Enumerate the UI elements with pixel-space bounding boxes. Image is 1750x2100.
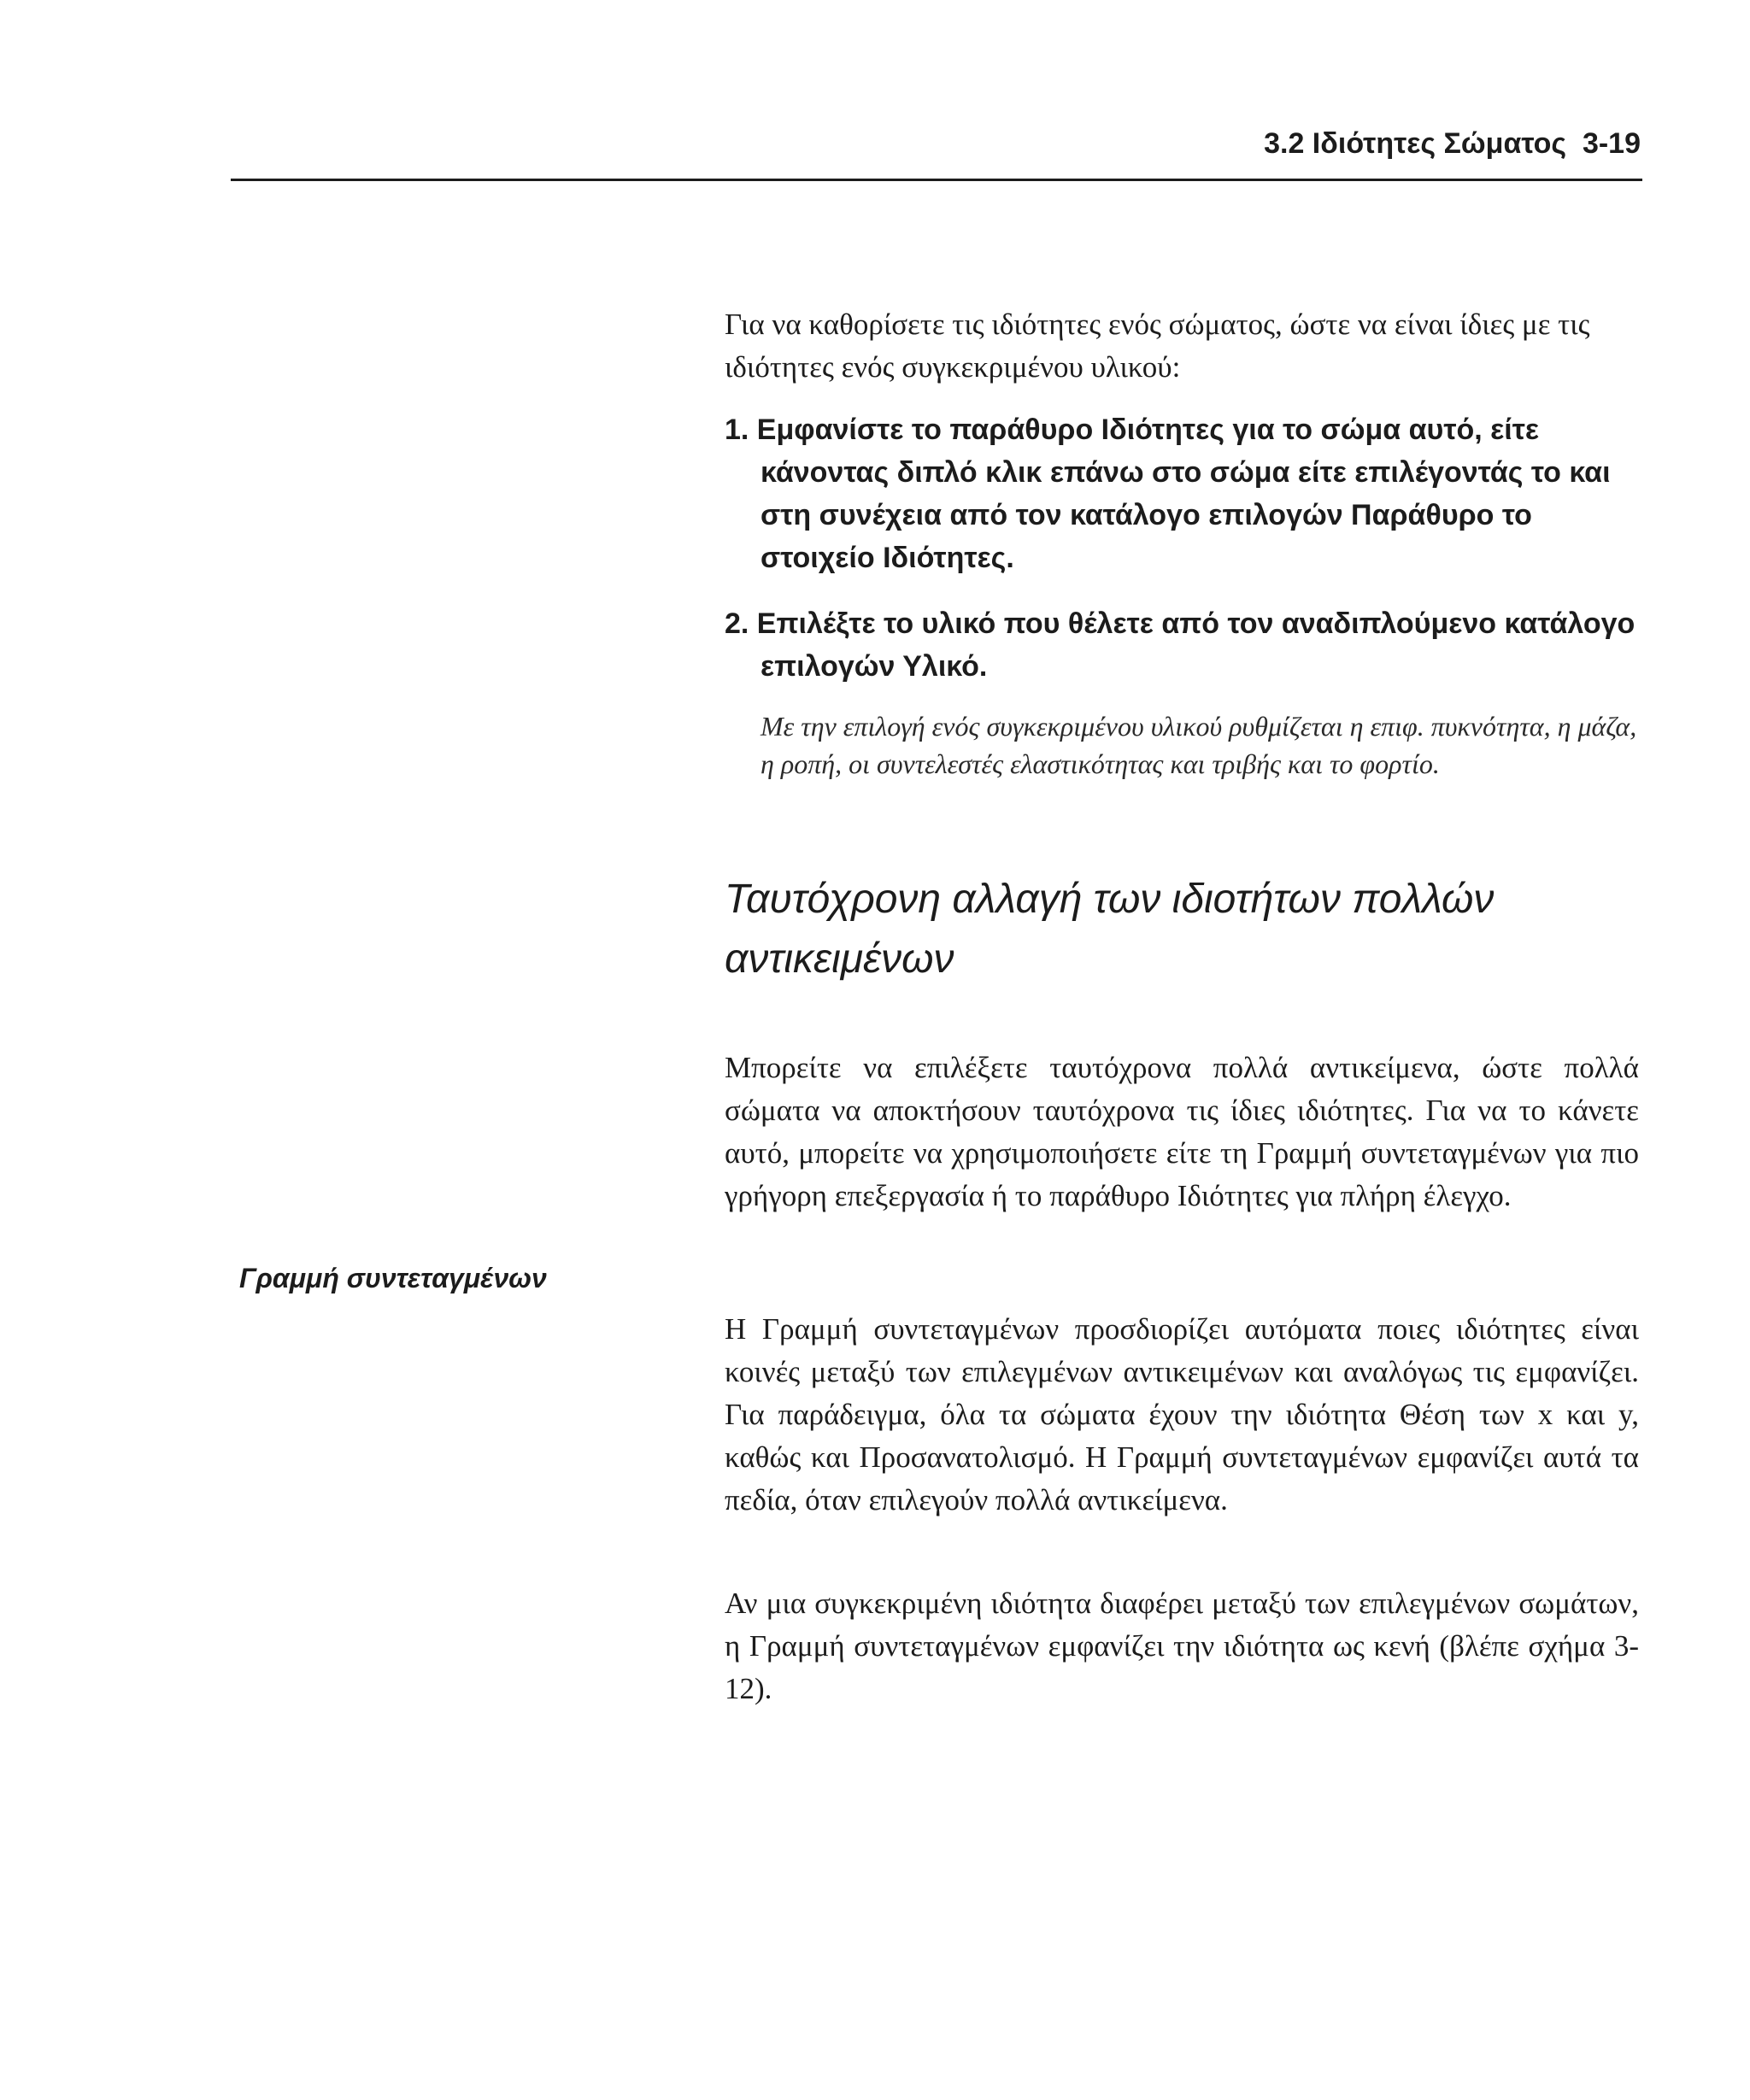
step-1: 1. Εμφανίστε το παράθυρο Ιδιότητες για το σώμα αυτό, είτε κάνοντας διπλό κλικ επάνω στο σώμα είτε επιλέγοντάς το και στη συνέχεια από τον κατάλογο επιλογών Παράθυρο το στοιχείο Ιδιότητες.	[725, 414, 1611, 574]
step-2: 2. Επιλέξτε το υλικό που θέλετε από τον αναδιπλούμενο κατάλογο επιλογών Υλικό.	[725, 607, 1635, 683]
paragraph-3: Αν μια συγκεκριμένη ιδιότητα διαφέρει μεταξύ των επιλεγμένων σωμάτων, η Γραμμή συντεταγμένων εμφανίζει την ιδιότητα ως κενή (βλέπε σχήμα 3-12).	[725, 1587, 1639, 1705]
paragraph-2: Η Γραμμή συντεταγμένων προσδιορίζει αυτόματα ποιες ιδιότητες είναι κοινές μεταξύ των επιλεγμένων αντικειμένων και αναλόγως τις εμφανίζει. Για παράδειγμα, όλα τα σώματα έχουν την ιδιότητα Θέση των x και y, καθώς και Προσανατολισμό. Η Γραμμή συντεταγμένων εμφανίζει αυτά τα πεδία, όταν επιλεγούν πολλά αντικείμενα.	[725, 1312, 1639, 1516]
running-header	[231, 125, 1641, 162]
section-heading: Ταυτόχρονη αλλαγή των ιδιοτήτων πολλών αντικειμένων	[725, 877, 1495, 982]
margin-label: Γραμμή συντεταγμένων	[239, 1263, 547, 1293]
paragraph-1: Μπορείτε να επιλέξετε ταυτόχρονα πολλά αντικείμενα, ώστε πολλά σώματα να αποκτήσουν ταυτόχρονα τις ίδιες ιδιότητες. Για να το κάνετε αυτό, μπορείτε να χρησιμοποιήσετε είτε τη Γραμμή συντεταγμένων για πιο γρήγορη επεξεργασία ή το παράθυρο Ιδιότητες για πλήρη έλεγχο.	[725, 1051, 1639, 1212]
step-2-note: Με την επιλογή ενός συγκεκριμένου υλικού ρυθμίζεται η επιφ. πυκνότητα, η μάζα, η ροπή, οι συντελεστές ελαστικότητας και τριβής και το φορτίο.	[760, 711, 1637, 779]
header-page-number: 3-19	[1582, 127, 1641, 160]
header-rule	[231, 179, 1642, 181]
intro-paragraph: Για να καθορίσετε τις ιδιότητες ενός σώματος, ώστε να είναι ίδιες με τις ιδιότητες ενός συγκεκριμένου υλικού:	[725, 308, 1590, 384]
header-section-title: 3.2 Ιδιότητες Σώματος	[1264, 127, 1567, 160]
